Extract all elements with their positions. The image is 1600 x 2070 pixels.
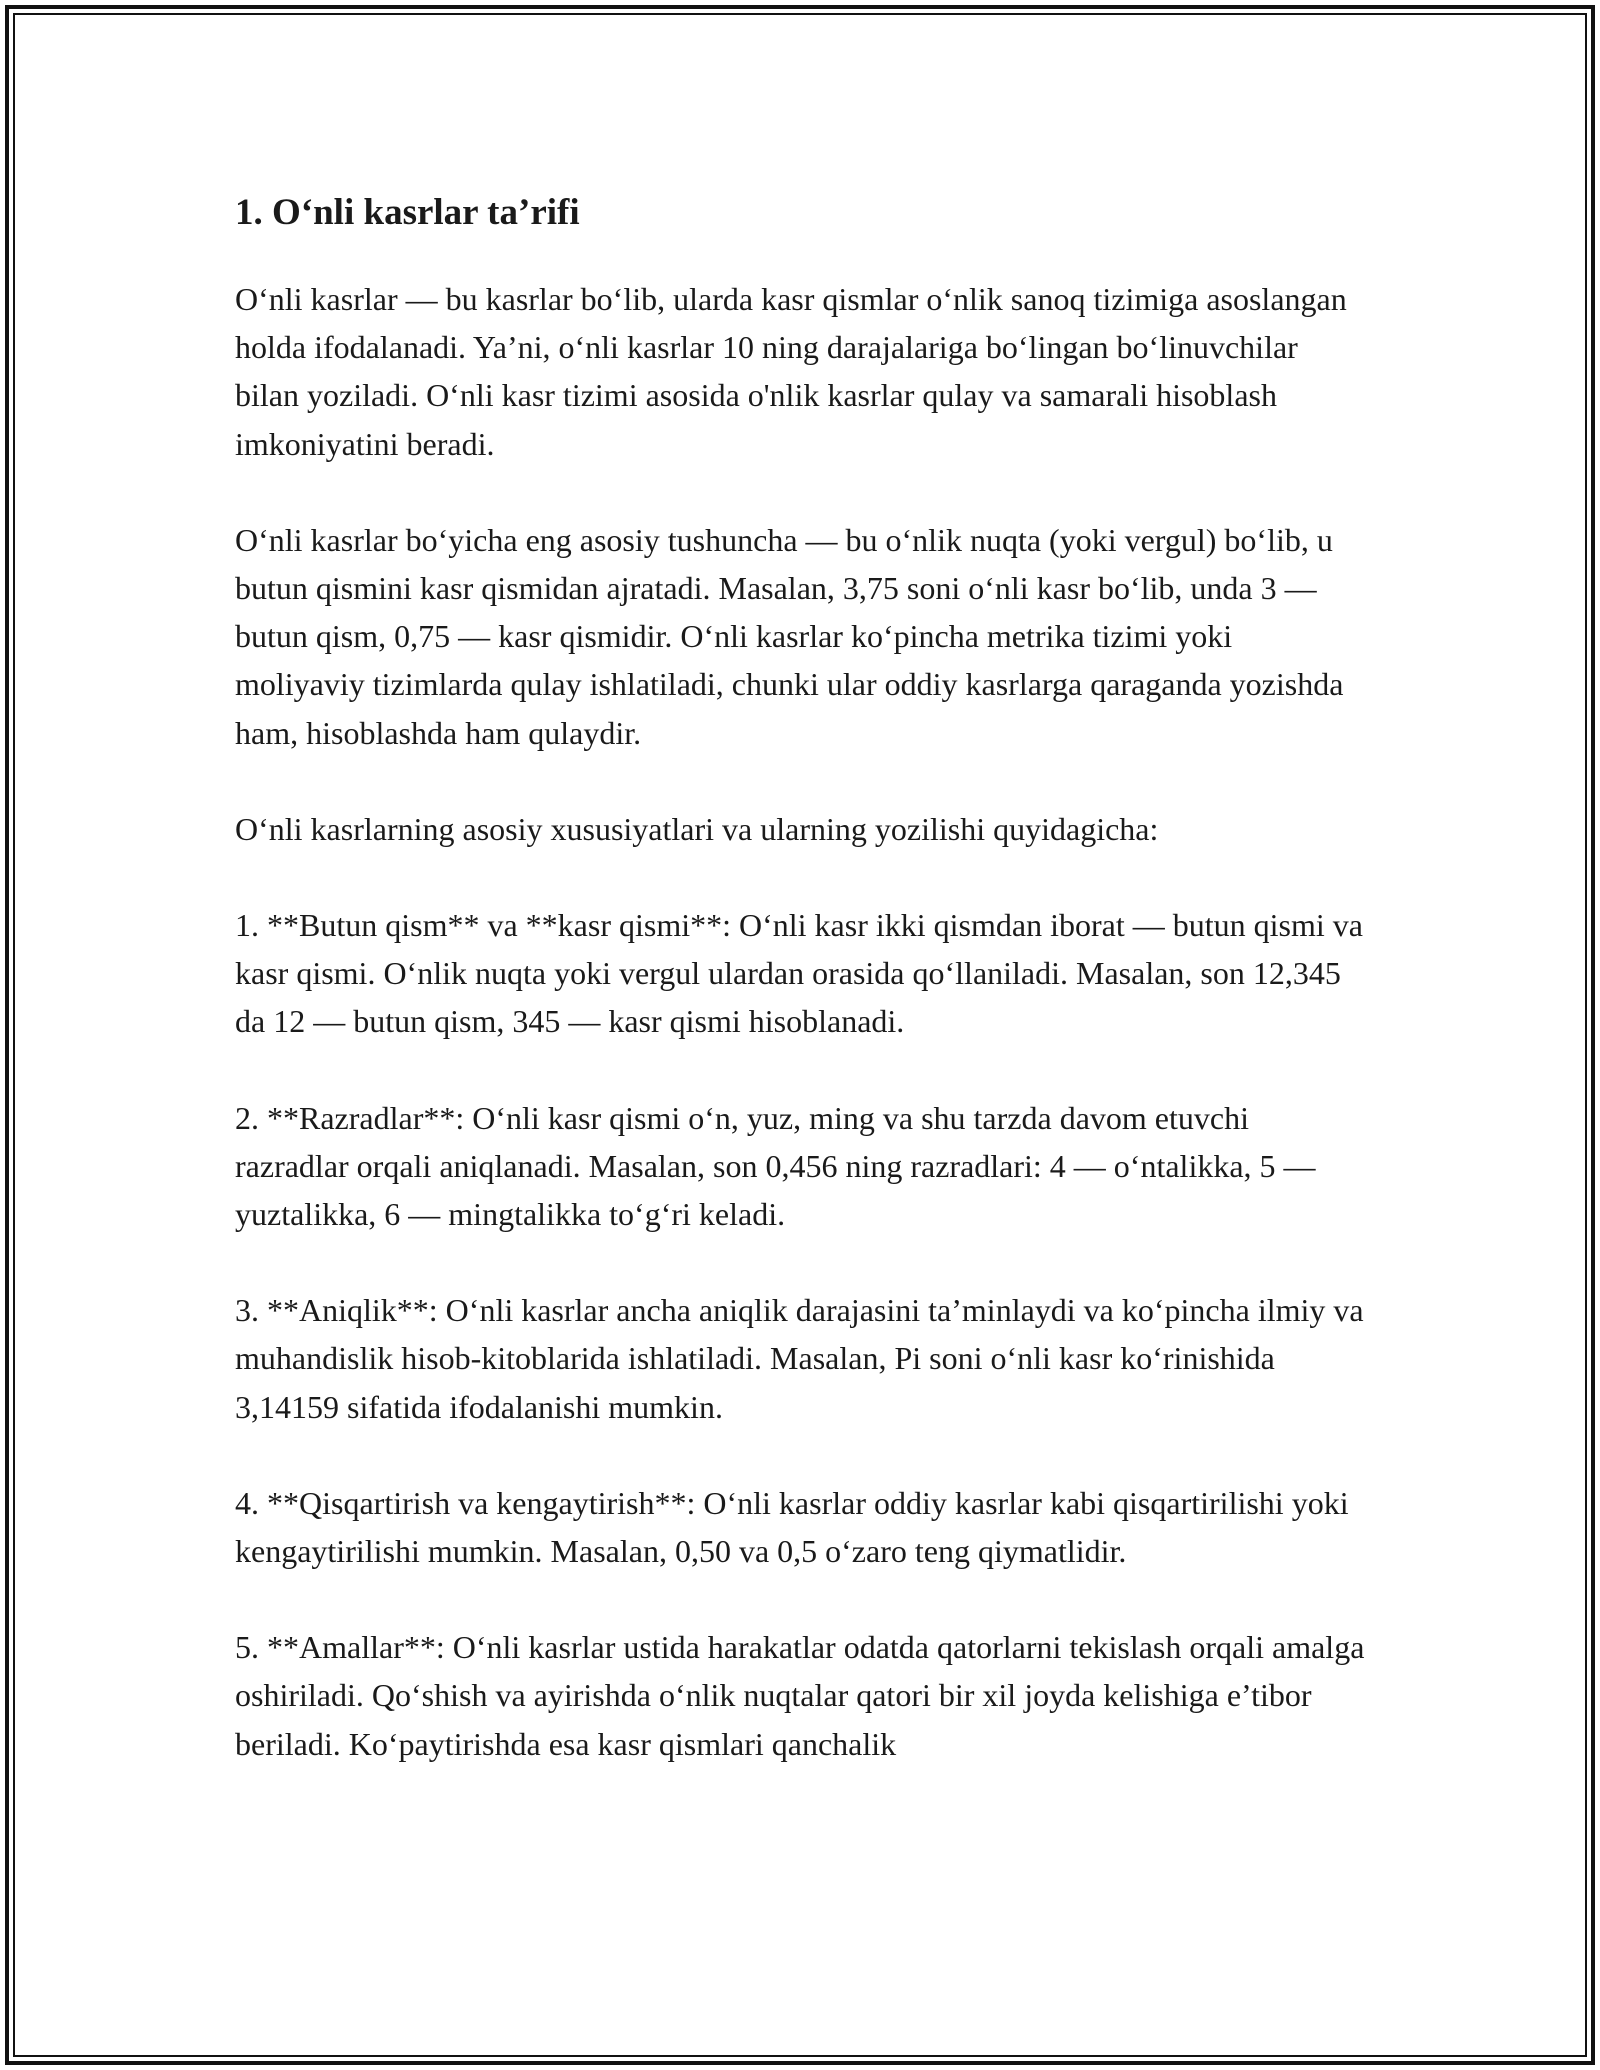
paragraph-decimal-point: O‘nli kasrlar bo‘yicha eng asosiy tushuncha — bu o‘nlik nuqta (yoki vergul) bo‘lib, u butun qismini kasr qismidan ajratadi. Masalan, 3,75 soni o‘nli kasr bo‘lib, unda 3 — butun qism, 0,75 — kasr qismidir. O‘nli kasrlar ko‘pincha metrika tizimi yoki moliyaviy tizimlarda qulay ishlatiladi, chunki ular oddiy kasrlarga qaraganda yozishda ham, hisoblashda ham qulaydir. [235, 521, 1344, 751]
list-item-whole-and-fraction: 1. **Butun qism** va **kasr qismi**: O‘nli kasr ikki qismdan iborat — butun qismi va kasr qismi. O‘nlik nuqta yoki vergul ulardan orasida qo‘llaniladi. Masalan, son 12,345 da 12 — butun qism, 345 — kasr qismi hisoblanadi. [235, 907, 1363, 1040]
document-page [235, 183, 1365, 1816]
list-item-operations: 5. **Amallar**: O‘nli kasrlar ustida harakatlar odatda qatorlarni tekislash orqali amalga oshiriladi. Qo‘shish va ayirishda o‘nlik nuqtalar qatori bir xil joyda kelishiga e’tibor beriladi. Ko‘paytirishda esa kasr qismlari qanchalik [235, 1629, 1365, 1762]
paragraph-properties-intro: O‘nli kasrlarning asosiy xususiyatlari va ularning yozilishi quyidagicha: [235, 810, 1159, 847]
list-item-precision: 3. **Aniqlik**: O‘nli kasrlar ancha aniqlik darajasini ta’minlaydi va ko‘pincha ilmiy va muhandislik hisob-kitoblarida ishlatiladi. Masalan, Pi soni o‘nli kasr ko‘rinishida 3,14159 sifatida ifodalanishi mumkin. [235, 1292, 1364, 1425]
section-heading: 1. O‘nli kasrlar ta’rifi [235, 192, 580, 233]
list-item-digit-places: 2. **Razradlar**: O‘nli kasr qismi o‘n, yuz, ming va shu tarzda davom etuvchi razradlar orqali aniqlanadi. Masalan, son 0,456 ning razradlari: 4 — o‘ntalikka, 5 — yuztalikka, 6 — mingtalikka to‘g‘ri keladi. [235, 1099, 1316, 1233]
paragraph-definition: O‘nli kasrlar — bu kasrlar bo‘lib, ularda kasr qismlar o‘nlik sanoq tizimiga asoslangan holda ifodalanadi. Ya’ni, o‘nli kasrlar 10 ning darajalariga bo‘lingan bo‘linuvchilar bilan yoziladi. O‘nli kasr tizimi asosida o'nlik kasrlar qulay va samarali hisoblash imkoniyatini beradi. [235, 281, 1347, 462]
list-item-reduce-expand: 4. **Qisqartirish va kengaytirish**: O‘nli kasrlar oddiy kasrlar kabi qisqartirilishi yoki kengaytirilishi mumkin. Masalan, 0,50 va 0,5 o‘zaro teng qiymatlidir. [235, 1484, 1349, 1570]
